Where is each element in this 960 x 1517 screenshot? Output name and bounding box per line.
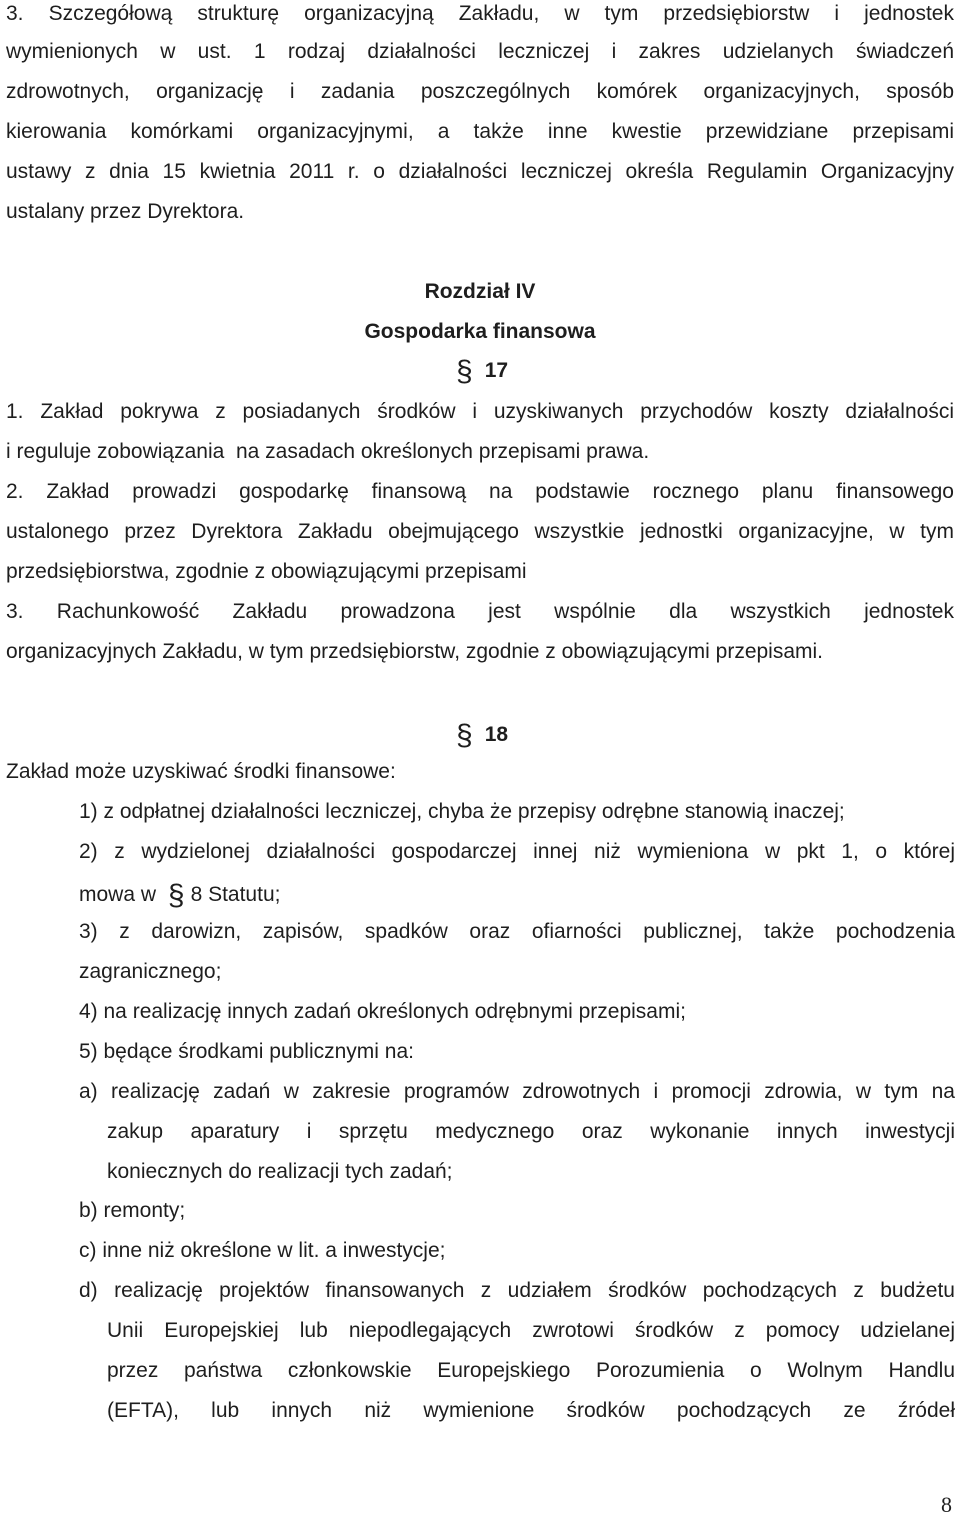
list-subitem-continuation: (EFTA), lub innych niż wymienione środków pochodzących ze źródeł <box>107 1399 955 1422</box>
paragraph-line: 3. Szczegółową strukturę organizacyjną Zakładu, w tym przedsiębiorstw i jednostek <box>6 2 954 25</box>
paragraph-line: i reguluje zobowiązania na zasadach określonych przepisami prawa. <box>6 440 650 463</box>
page-number: 8 <box>941 1492 952 1517</box>
paragraph-line: 1. Zakład pokrywa z posiadanych środków i uzyskiwanych przychodów koszty działalności <box>6 400 954 423</box>
section-heading-18 <box>456 718 509 752</box>
section-heading-17 <box>456 354 509 388</box>
list-item: 2) z wydzielonej działalności gospodarczej innej niż wymieniona w pkt 1, o której <box>79 840 955 863</box>
list-subitem-continuation: koniecznych do realizacji tych zadań; <box>107 1160 453 1183</box>
chapter-title: Rozdział IV <box>424 280 536 303</box>
paragraph-line: organizacyjnych Zakładu, w tym przedsiębiorstw, zgodnie z obowiązującymi przepisami. <box>6 640 824 663</box>
list-item: 3) z darowizn, zapisów, spadków oraz ofiarności publicznej, także pochodzenia <box>79 920 955 943</box>
list-subitem: d) realizację projektów finansowanych z udziałem środków pochodzących z budżetu <box>79 1279 955 1302</box>
list-subitem-continuation: Unii Europejskiej lub niepodlegających zwrotowi środków z pomocy udzielanej <box>107 1319 955 1342</box>
list-subitem: a) realizację zadań w zakresie programów zdrowotnych i promocji zdrowia, w tym na <box>79 1080 955 1103</box>
paragraph-line: wymienionych w ust. 1 rodzaj działalności leczniczej i zakres udzielanych świadczeń <box>6 40 954 63</box>
list-item: 4) na realizację innych zadań określonych odrębnymi przepisami; <box>79 1000 686 1023</box>
section-number: 18 <box>484 723 509 746</box>
paragraph-line: przedsiębiorstwa, zgodnie z obowiązującymi przepisami <box>6 560 527 583</box>
list-item: 5) będące środkami publicznymi na: <box>79 1040 414 1063</box>
list-subitem-continuation: przez państwa członkowskie Europejskiego Porozumienia o Wolnym Handlu <box>107 1359 955 1382</box>
list-subitem: b) remonty; <box>79 1199 186 1222</box>
paragraph-line: 2. Zakład prowadzi gospodarkę finansową na podstawie rocznego planu finansowego <box>6 480 954 503</box>
paragraph-line: ustawy z dnia 15 kwietnia 2011 r. o działalności leczniczej określa Regulamin Organizacyjny <box>6 160 954 183</box>
section-sign: § <box>456 719 473 752</box>
paragraph-line: ustalonego przez Dyrektora Zakładu obejmującego wszystkie jednostki organizacyjne, w tym <box>6 520 954 543</box>
chapter-subtitle: Gospodarka finansowa <box>364 320 596 343</box>
section-sign: § <box>456 355 473 388</box>
list-item-continuation: zagranicznego; <box>79 960 222 983</box>
list-subitem: c) inne niż określone w lit. a inwestycje; <box>79 1239 446 1262</box>
paragraph-line: kierowania komórkami organizacyjnymi, a także inne kwestie przewidziane przepisami <box>6 120 954 143</box>
section-number: 17 <box>484 359 509 382</box>
list-item-continuation: mowa w § 8 Statutu; <box>79 879 281 912</box>
list-item: 1) z odpłatnej działalności leczniczej, chyba że przepisy odrębne stanowią inaczej; <box>79 800 845 823</box>
section-sign: § <box>167 879 185 912</box>
paragraph-line: 3. Rachunkowość Zakładu prowadzona jest wspólnie dla wszystkich jednostek <box>6 600 954 623</box>
paragraph-line: zdrowotnych, organizację i zadania poszczególnych komórek organizacyjnych, sposób <box>6 80 954 103</box>
paragraph-line: ustalany przez Dyrektora. <box>6 200 245 223</box>
list-subitem-continuation: zakup aparatury i sprzętu medycznego oraz wykonanie innych inwestycji <box>107 1120 955 1143</box>
section-intro: Zakład może uzyskiwać środki finansowe: <box>6 760 396 783</box>
